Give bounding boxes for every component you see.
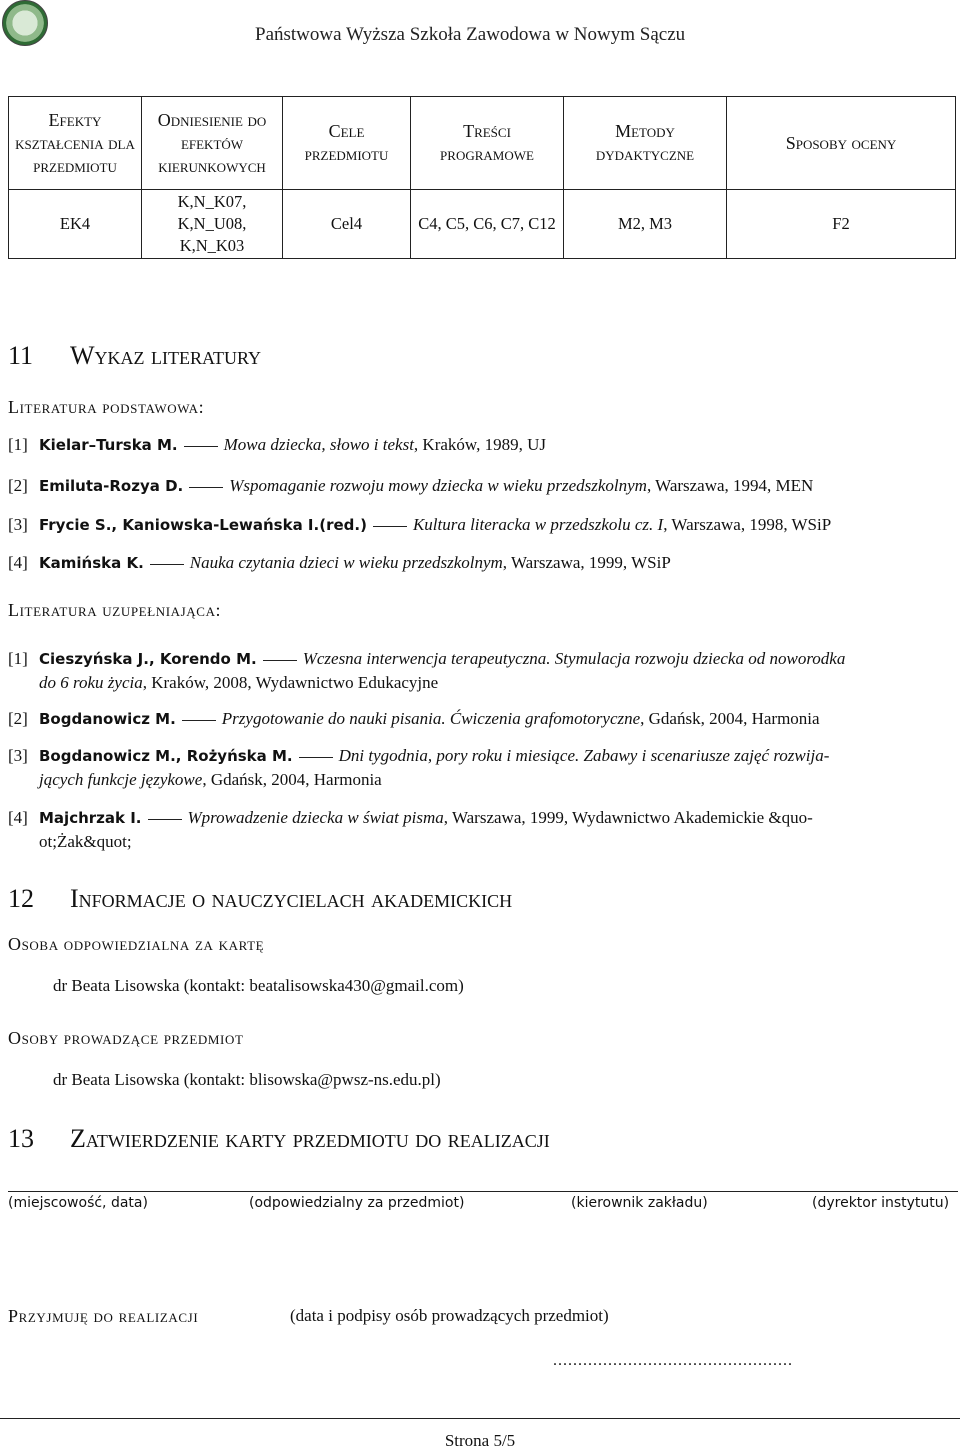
table-row	[9, 190, 956, 259]
list-item: [1] Kielar–Turska M. Mowa dziecka, słowo i tekst, Kraków, 1989, UJ	[8, 435, 546, 454]
list-item: [2] Emiluta-Rozya D. Wspomaganie rozwoju mowy dziecka w wieku przedszkolnym, Warszawa, 1994, MEN	[8, 476, 814, 495]
section-heading-12: 12 Informacje o nauczycielach akademickich	[8, 884, 513, 913]
table-header: Sposoby oceny	[727, 97, 956, 190]
responsible-person: dr Beata Lisowska (kontakt: beatalisowska430@gmail.com)	[53, 976, 464, 995]
list-item: [1] Cieszyńska J., Korendo M. Wczesna interwencja terapeutyczna. Stymulacja rozwoju dziecka od noworodka do 6 roku życia, Kraków, 2008, Wydawnictwo Edukacyjne	[8, 649, 846, 692]
signature-label: (miejscowość, data)	[8, 1195, 148, 1211]
signature-label: (kierownik zakładu)	[571, 1195, 708, 1211]
footer-divider	[0, 1418, 960, 1419]
responsible-heading: Osoba odpowiedzialna za kartę	[8, 934, 265, 954]
section-heading-13: 13 Zatwierdzenie karty przedmiotu do realizacji	[8, 1124, 550, 1153]
signature-label: (odpowiedzialny za przedmiot)	[249, 1195, 465, 1211]
accept-note: (data i podpisy osób prowadzących przedmiot)	[290, 1306, 609, 1325]
table-cell: Cel4	[283, 190, 411, 259]
table-header: Odniesienie do efektów kierunkowych	[142, 97, 283, 190]
list-item: [3] Bogdanowicz M., Rożyńska M. Dni tygodnia, pory roku i miesiące. Zabawy i scenariusze zajęć rozwija- jących funkcje językowe, Gdańsk, 2004, Harmonia	[8, 746, 830, 789]
table-cell: F2	[727, 190, 956, 259]
table-header-row	[9, 97, 956, 190]
signature-dots: ................................................	[553, 1352, 793, 1369]
list-item: [4] Majchrzak I. Wprowadzenie dziecka w świat pisma, Warszawa, 1999, Wydawnictwo Akademickie &quo- ot;Żak&quot;	[8, 808, 813, 851]
teachers-heading: Osoby prowadzące przedmiot	[8, 1028, 244, 1048]
effects-table	[8, 96, 956, 259]
signature-label: (dyrektor instytutu)	[812, 1195, 950, 1211]
page-number: Strona 5/5	[444, 1431, 516, 1450]
table-cell: EK4	[9, 190, 142, 259]
table-header: Metody dydaktyczne	[564, 97, 727, 190]
list-item: [3] Frycie S., Kaniowska-Lewańska I.(red.) Kultura literacka w przedszkolu cz. I, Warszawa, 1998, WSiP	[8, 515, 832, 534]
accept-heading: Przyjmuję do realizacji	[8, 1306, 199, 1326]
table-header: Cele przedmiotu	[283, 97, 411, 190]
table-cell: C4, C5, C6, C7, C12	[411, 190, 564, 259]
teachers-list: dr Beata Lisowska (kontakt: blisowska@pwsz-ns.edu.pl)	[53, 1070, 441, 1089]
table-header: Treści programowe	[411, 97, 564, 190]
supplementary-literature-heading: Literatura uzupełniająca:	[8, 600, 222, 620]
table-cell: M2, M3	[564, 190, 727, 259]
table-header: Efekty kształcenia dla przedmiotu	[9, 97, 142, 190]
table-cell: K,N_K07, K,N_U08, K,N_K03	[142, 190, 283, 259]
signature-line	[8, 1191, 958, 1192]
list-item: [2] Bogdanowicz M. Przygotowanie do nauki pisania. Ćwiczenia grafomotoryczne, Gdańsk, 2004, Harmonia	[8, 709, 820, 728]
header-title: Państwowa Wyższa Szkoła Zawodowa w Nowym Sączu	[255, 24, 686, 45]
university-logo	[2, 0, 48, 46]
list-item: [4] Kamińska K. Nauka czytania dzieci w wieku przedszkolnym, Warszawa, 1999, WSiP	[8, 553, 671, 572]
basic-literature-heading: Literatura podstawowa:	[8, 397, 205, 417]
section-heading-11: 11 Wykaz literatury	[8, 341, 262, 370]
